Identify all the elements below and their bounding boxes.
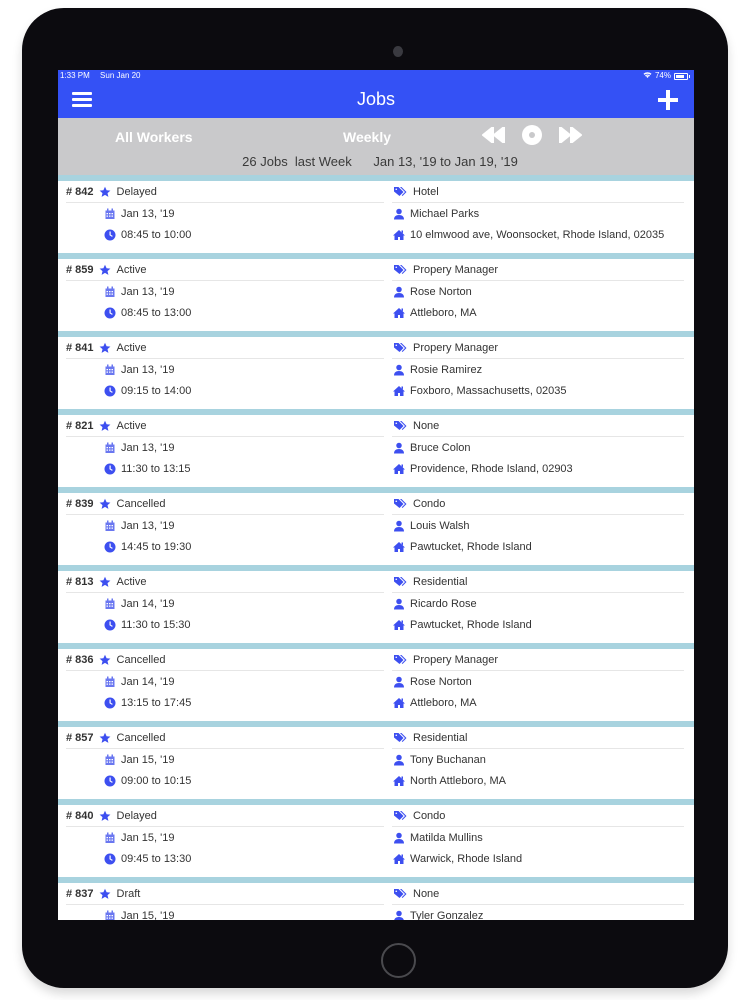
next-period-button[interactable] [557,124,583,146]
star-icon [99,654,112,666]
workers-filter[interactable]: All Workers [115,129,193,145]
job-status: Cancelled [116,653,166,666]
job-date: Jan 13, '19 [121,207,175,220]
clock-icon [103,619,116,631]
job-status: Cancelled [116,731,166,744]
jobs-summary [58,154,694,169]
tags-icon [392,186,408,198]
user-icon [392,520,405,532]
job-address: Pawtucket, Rhode Island [410,618,532,631]
job-status: Active [116,419,147,432]
clock-icon [103,775,116,787]
tags-icon [392,732,408,744]
clock-icon [103,853,116,865]
job-status: Delayed [116,185,157,198]
status-time: 1:33 PM [60,71,90,80]
period-filter[interactable]: Weekly [343,129,391,145]
battery-icon [674,73,688,80]
job-time: 09:15 to 14:00 [121,384,192,397]
period-navigation [481,124,583,146]
job-date: Jan 14, '19 [121,675,175,688]
job-worker: Tyler Gonzalez [410,909,484,920]
job-worker: Bruce Colon [410,441,471,454]
clock-icon [103,229,116,241]
calendar-icon [103,910,116,921]
job-type: Hotel [413,185,439,198]
job-address: Warwick, Rhode Island [410,852,523,865]
job-id: # 837 [66,887,94,900]
home-icon [392,385,405,397]
calendar-icon [103,598,116,610]
job-worker: Rosie Ramirez [410,363,483,376]
calendar-icon [103,364,116,376]
user-icon [392,286,405,298]
home-icon [392,229,405,241]
job-id: # 813 [66,575,94,588]
job-status: Active [116,341,147,354]
job-time: 13:15 to 17:45 [121,696,192,709]
jobs-count: 26 Jobs last Week [242,154,352,169]
star-icon [99,888,112,900]
user-icon [392,208,405,220]
calendar-icon [103,442,116,454]
calendar-icon [103,754,116,766]
job-worker: Matilda Mullins [410,831,483,844]
stop-circle-icon [522,125,542,145]
tags-icon [392,420,408,432]
add-job-button[interactable] [658,90,678,110]
job-date: Jan 15, '19 [121,753,175,766]
job-type: Propery Manager [413,263,498,276]
job-status: Delayed [116,809,157,822]
star-icon [99,342,112,354]
calendar-icon [103,286,116,298]
home-icon [392,307,405,319]
job-type: Residential [413,731,468,744]
job-card[interactable] [58,805,694,877]
rewind-icon [482,127,506,143]
job-address: 10 elmwood ave, Woonsocket, Rhode Island, 02035 [410,228,665,241]
job-type: Condo [413,809,446,822]
job-address: Attleboro, MA [410,696,477,709]
job-card[interactable] [58,727,694,799]
home-icon [392,619,405,631]
current-period-button[interactable] [519,124,545,146]
clock-icon [103,463,116,475]
job-time: 09:45 to 13:30 [121,852,192,865]
job-card[interactable] [58,649,694,721]
job-date: Jan 13, '19 [121,285,175,298]
job-time: 11:30 to 15:30 [121,618,191,631]
job-card[interactable] [58,337,694,409]
job-card[interactable] [58,571,694,643]
previous-period-button[interactable] [481,124,507,146]
status-bar [58,70,694,81]
date-range: Jan 13, '19 to Jan 19, '19 [373,154,518,169]
job-card[interactable] [58,415,694,487]
calendar-icon [103,676,116,688]
job-address: Providence, Rhode Island, 02903 [410,462,573,475]
clock-icon [103,697,116,709]
job-date: Jan 14, '19 [121,597,175,610]
battery-percent: 74% [654,71,671,80]
job-date: Jan 13, '19 [121,519,175,532]
job-card[interactable] [58,181,694,253]
tags-icon [392,498,408,510]
job-date: Jan 13, '19 [121,363,175,376]
user-icon [392,598,405,610]
job-type: Propery Manager [413,341,498,354]
clock-icon [103,541,116,553]
tags-icon [392,654,408,666]
user-icon [392,832,405,844]
star-icon [99,576,112,588]
job-worker: Rose Norton [410,675,472,688]
job-id: # 841 [66,341,94,354]
calendar-icon [103,832,116,844]
calendar-icon [103,208,116,220]
job-status: Draft [116,887,141,900]
star-icon [99,186,112,198]
job-id: # 857 [66,731,94,744]
wifi-icon [643,70,652,81]
fast-forward-icon [558,127,582,143]
tags-icon [392,810,408,822]
job-worker: Louis Walsh [410,519,470,532]
job-status: Active [116,263,147,276]
page-title: Jobs [356,89,396,109]
user-icon [392,442,405,454]
job-type: None [413,887,440,900]
tags-icon [392,888,408,900]
calendar-icon [103,520,116,532]
job-type: None [413,419,440,432]
user-icon [392,754,405,766]
job-list[interactable] [58,175,694,920]
nav-bar [58,81,694,118]
job-id: # 836 [66,653,94,666]
job-date: Jan 15, '19 [121,909,175,920]
home-icon [392,463,405,475]
home-button[interactable] [381,943,416,978]
job-type: Propery Manager [413,653,498,666]
job-worker: Tony Buchanan [410,753,486,766]
user-icon [392,364,405,376]
job-id: # 821 [66,419,94,432]
job-time: 14:45 to 19:30 [121,540,192,553]
tags-icon [392,264,408,276]
job-id: # 840 [66,809,94,822]
job-address: Pawtucket, Rhode Island [410,540,532,553]
star-icon [99,732,112,744]
job-id: # 839 [66,497,94,510]
app-screen [58,70,694,920]
star-icon [99,264,112,276]
job-time: 08:45 to 10:00 [121,228,192,241]
status-date: Sun Jan 20 [100,71,141,80]
user-icon [392,676,405,688]
front-camera [393,46,403,57]
filter-bar [58,118,694,175]
home-icon [392,697,405,709]
clock-icon [103,307,116,319]
home-icon [392,541,405,553]
clock-icon [103,385,116,397]
job-status: Cancelled [116,497,166,510]
job-date: Jan 15, '19 [121,831,175,844]
job-type: Condo [413,497,446,510]
star-icon [99,810,112,822]
star-icon [99,420,112,432]
tags-icon [392,342,408,354]
job-worker: Rose Norton [410,285,472,298]
job-address: North Attleboro, MA [410,774,506,787]
job-date: Jan 13, '19 [121,441,175,454]
job-address: Attleboro, MA [410,306,477,319]
home-icon [392,853,405,865]
job-id: # 859 [66,263,94,276]
job-time: 09:00 to 10:15 [121,774,192,787]
star-icon [99,498,112,510]
job-worker: Ricardo Rose [410,597,477,610]
job-time: 08:45 to 13:00 [121,306,192,319]
user-icon [392,910,405,921]
tags-icon [392,576,408,588]
job-card[interactable] [58,883,694,920]
job-card[interactable] [58,259,694,331]
job-type: Residential [413,575,468,588]
job-worker: Michael Parks [410,207,480,220]
job-status: Active [116,575,147,588]
job-card[interactable] [58,493,694,565]
job-id: # 842 [66,185,94,198]
job-address: Foxboro, Massachusetts, 02035 [410,384,567,397]
job-time: 11:30 to 13:15 [121,462,191,475]
home-icon [392,775,405,787]
